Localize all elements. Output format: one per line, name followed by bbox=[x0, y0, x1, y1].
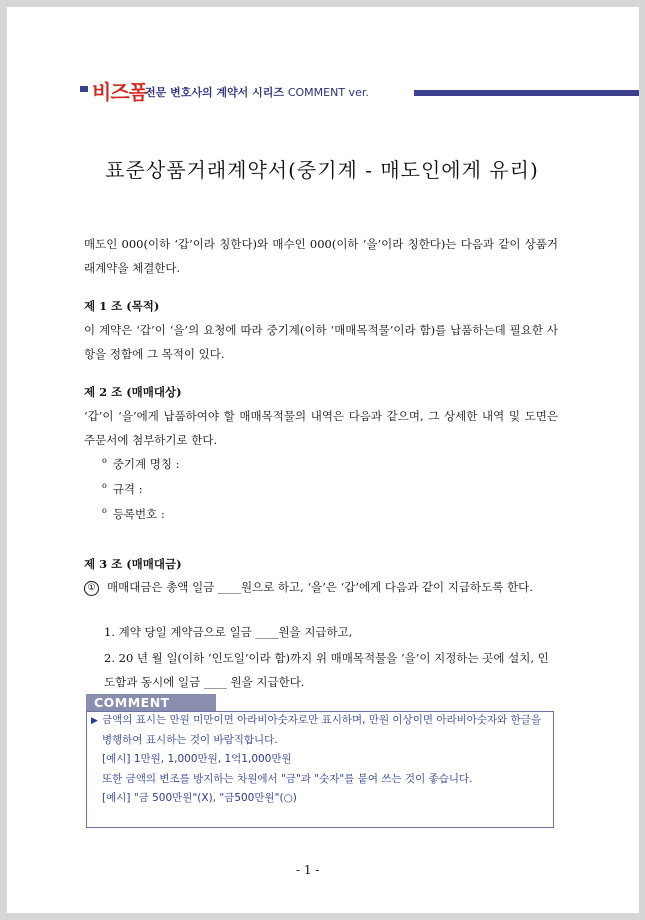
comment-line: [예시] "금 500만원"(X), "금500만원"(○) bbox=[102, 792, 297, 804]
pointer-icon: ▶ bbox=[91, 716, 98, 726]
comment-text bbox=[102, 711, 550, 809]
clause-number-marker: ① bbox=[84, 581, 99, 596]
comment-line: 금액의 표시는 만원 미만이면 아라비아숫자로만 표시하며, 만원 이상이면 아라비아숫자와 한글을 병행하여 표시하는 것이 바람직합니다. bbox=[102, 714, 542, 746]
comment-line: 또한 금액의 변조를 방지하는 차원에서 "금"과 "숫자"를 붙여 쓰는 것이 좋습니다. bbox=[102, 772, 473, 785]
intro-paragraph: 매도인 000(이하 ‘갑’이라 칭한다)와 매수인 000(이하 ‘을’이라 칭한다)는 다음과 같이 상품거래계약을 체결한다. bbox=[84, 237, 558, 275]
list-item: 2. 20 년 월 일(이하 ‘인도일’이라 함)까지 위 매매목적물을 ‘을’이 지정하는 곳에 설치, 인도함과 동시에 일금 ____ 원을 지급한다. bbox=[104, 651, 549, 689]
list-item: $^o$ 등록번호 : bbox=[102, 506, 165, 521]
page-number: - 1 - bbox=[296, 863, 320, 877]
brand-logo: 비즈폼 bbox=[88, 76, 151, 105]
article-2-heading: 제 2 조 (매매대상) bbox=[84, 385, 182, 399]
series-label: 전문 변호사의 계약서 시리즈 COMMENT ver. bbox=[145, 86, 369, 99]
article-3-clause: ① 매매대금은 총액 일금 ____원으로 하고, ‘을’은 ‘갑’에게 다음과 같이 지급하도록 한다. bbox=[84, 577, 558, 597]
list-item: $^o$ 중기계 명칭 : bbox=[102, 456, 180, 471]
comment-label: COMMENT bbox=[86, 694, 216, 712]
list-item: 1. 계약 당일 계약금으로 일금 ____원을 지급하고, bbox=[104, 625, 353, 639]
comment-line: [예시] 1만원, 1,000만원, 1억1,000만원 bbox=[102, 753, 292, 765]
article-1-heading: 제 1 조 (목적) bbox=[84, 299, 160, 313]
document-title: 표준상품거래계약서(중기계 - 매도인에게 유리) bbox=[105, 158, 539, 182]
header-rule-right bbox=[414, 90, 639, 96]
article-2-body: ‘갑’이 ‘을’에게 납품하여야 할 매매목적물의 내역은 다음과 같으며, 그 상세한 내역 및 도면은 주문서에 첨부하기로 한다. bbox=[84, 409, 558, 447]
list-item: $^o$ 규격 : bbox=[102, 481, 143, 496]
article-1-body: 이 계약은 ‘갑’이 ‘을’의 요청에 따라 중기계(이하 ‘매매목적물’이라 함)를 납품하는데 필요한 사항을 정함에 그 목적이 있다. bbox=[84, 323, 558, 361]
article-3-heading: 제 3 조 (매매대금) bbox=[84, 557, 182, 571]
